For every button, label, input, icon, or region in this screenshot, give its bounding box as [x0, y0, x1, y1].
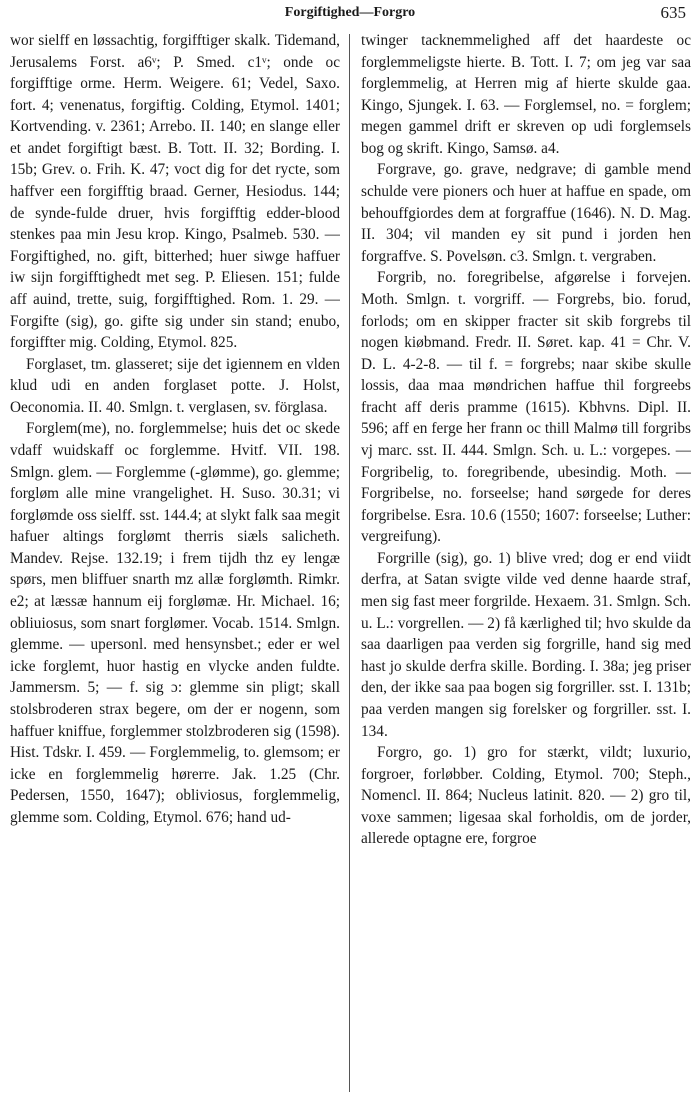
entry-paragraph: Forglem(me), no. forglemmelse; huis det oc skede vdaff wuidskaff oc forglemme. Hvitf. VII. 198. Smlgn. glem. — Forglemme (-glømme), go. glemme; forgløm alle mine vrangelighet. H. Suso. 30.31; vi forglømde oss sielff. sst. 144.4; at slykt falk saa megit hafuer altings forglømt therris siæls salicheth. Mandev. Rejse. 132.19; i frem tijdh thz ey lengæ spørs, men bliffuer snarth mz allæ forglømth. Rimkr. e2; at læssæ hannum eij forglømæ. Hr. Michael. 16; obliuiosus, som snart forglømer. Vocab. 1514. Smlgn. glemme. — upersonl. med hensynsbet.; eder er wel icke forglemt, huor hastig en vlycke anden fuldte. Jammersm. 5; — f. sig ɔ: glemme sin pligt; skall stolsbroderen strax begere, om der er nogenn, som haffuer kniffue, forglemmer stolzbroderen sig (1598). Hist. Tdskr. I. 459. — Forglemmelig, to. glemsom; er icke en forglemmelig hørerre. Jak. 1.25 (Chr. Pedersen, 1550, 1647); obliviosus, forglemmelig, glemme som. Colding, Etymol. 676; hand ud- [10, 420, 340, 826]
entry-paragraph: Forgrave, go. grave, nedgrave; di gamble mend schulde vere pioners och huer at haffue en spade, om behouffgiordes dem at forgraffue (1646). N. D. Mag. II. 304; vil manden ey sit pund i jorden hen forgraffve. S. Povelsøn. c3. Smlgn. t. vergraben. [361, 161, 691, 265]
column-divider [349, 34, 350, 1092]
right-column [361, 30, 691, 1098]
entry-paragraph: Forgro, go. 1) gro for stærkt, vildt; luxurio, forgroer, forløbber. Colding, Etymol. 700; Steph., Nomencl. II. 864; Nucleus latinit. 820. — 2) gro til, voxe sammen; ligesaa skal forholdis, om de jorder, allerede optagne ere, forgroe [361, 744, 691, 848]
entry-paragraph: Forglaset, tm. glasseret; sije det igiennem en vlden klud udi en anden forglaset potte. J. Holst, Oeconomia. II. 40. Smlgn. t. verglasen, sv. förglasa. [10, 355, 340, 416]
entry-paragraph: Forgrille (sig), go. 1) blive vred; dog er end viidt derfra, at Satan svigte vilde ved denne haarde straf, men sig fast meer forgrilde. Hexaem. 31. Smlgn. Sch. u. L.: vorgrellen. — 2) få kærlighed til; hvo skulde da saa daarligen paa verden sig forgrille, hand sig med hast jo skulde derfra skille. Bording. I. 38a; jeg priser den, der ikke saa paa bogen sig forgriller. sst. I. 131b; paa verden mangen sig forelsker og forgriller. sst. I. 134. [361, 549, 691, 740]
page-number: 635 [660, 3, 686, 22]
entry-paragraph: twinger tacknemmelighed aff det haardeste oc forglemmeligste hierte. B. Tott. I. 7; om jeg var saa forglemmelig, at Herren mig af hierte skulde gaa. Kingo, Sjungek. I. 63. — Forglemsel, no. = forglem; megen gammel drift er skreven op udi forglemsels bog og skrift. Kingo, Samsø. a4. [361, 32, 691, 157]
running-head-title: Forgiftighed—Forgro [284, 5, 416, 20]
left-column [10, 30, 340, 1098]
entry-paragraph: Forgrib, no. foregribelse, afgørelse i forvejen. Moth. Smlgn. t. vorgriff. — Forgrebs, bio. forud, forlods; om en skipper fracter sit skib forgrebs til nogen kiøbmand. Fredr. II. Søret. kap. 41 = Chr. V. D. L. 4-2-8. — til f. = forgrebs; naar skibe skulle lossis, daa maa møndrichen haffue thil forgreebs fracht aff deris pramme (1615). Kbhvns. Dipl. II. 596; aff en ferge her frann oc thill Malmø till forgribs vj marc. sst. II. 444. Smlgn. Sch. u. L.: vorgepes. — Forgribelig, to. foregribende, ubesindig. Moth. — Forgribelse, no. forseelse; hand sørgede for deres forgribelse. Esra. 10.6 (1550; 1607: forseelse; Luther: vergreifung). [361, 269, 691, 546]
running-header [0, 0, 700, 28]
entry-paragraph: wor sielff en løssachtig, forgifftiger skalk. Tidemand, Jerusalems Forst. a6ᵛ; P. Smed. c1ᵛ; onde oc forgifftige orme. Herm. Weigere. 61; Vedel, Saxo. fort. 4; venenatus, forgiftig. Colding, Etymol. 1401; Kortvending. v. 2361; Arrebo. II. 140; en slange eller et andet forgiftigt bæst. B. Tott. II. 32; Bording. I. 15b; Grev. o. Frih. K. 47; voct dig for det rycte, som haffver een forgifftig braad. Gerner, Hesiodus. 144; de synde-fulde druer, hvis forgifftig edder-blood stenkes paa min Jesu krop. Kingo, Psalmeb. 530. — Forgiftighed, no. gift, bitterhed; huer siwge haffuer iw sijn forgifftighedt met seg. P. Eliesen. 151; fulde aff auind, trette, suig, forgifftighed. Rom. 1. 29. — Forgifte (sig), go. gifte sig under sin stand; enubo, forgiffter mig. Colding, Etymol. 825. [10, 32, 340, 352]
